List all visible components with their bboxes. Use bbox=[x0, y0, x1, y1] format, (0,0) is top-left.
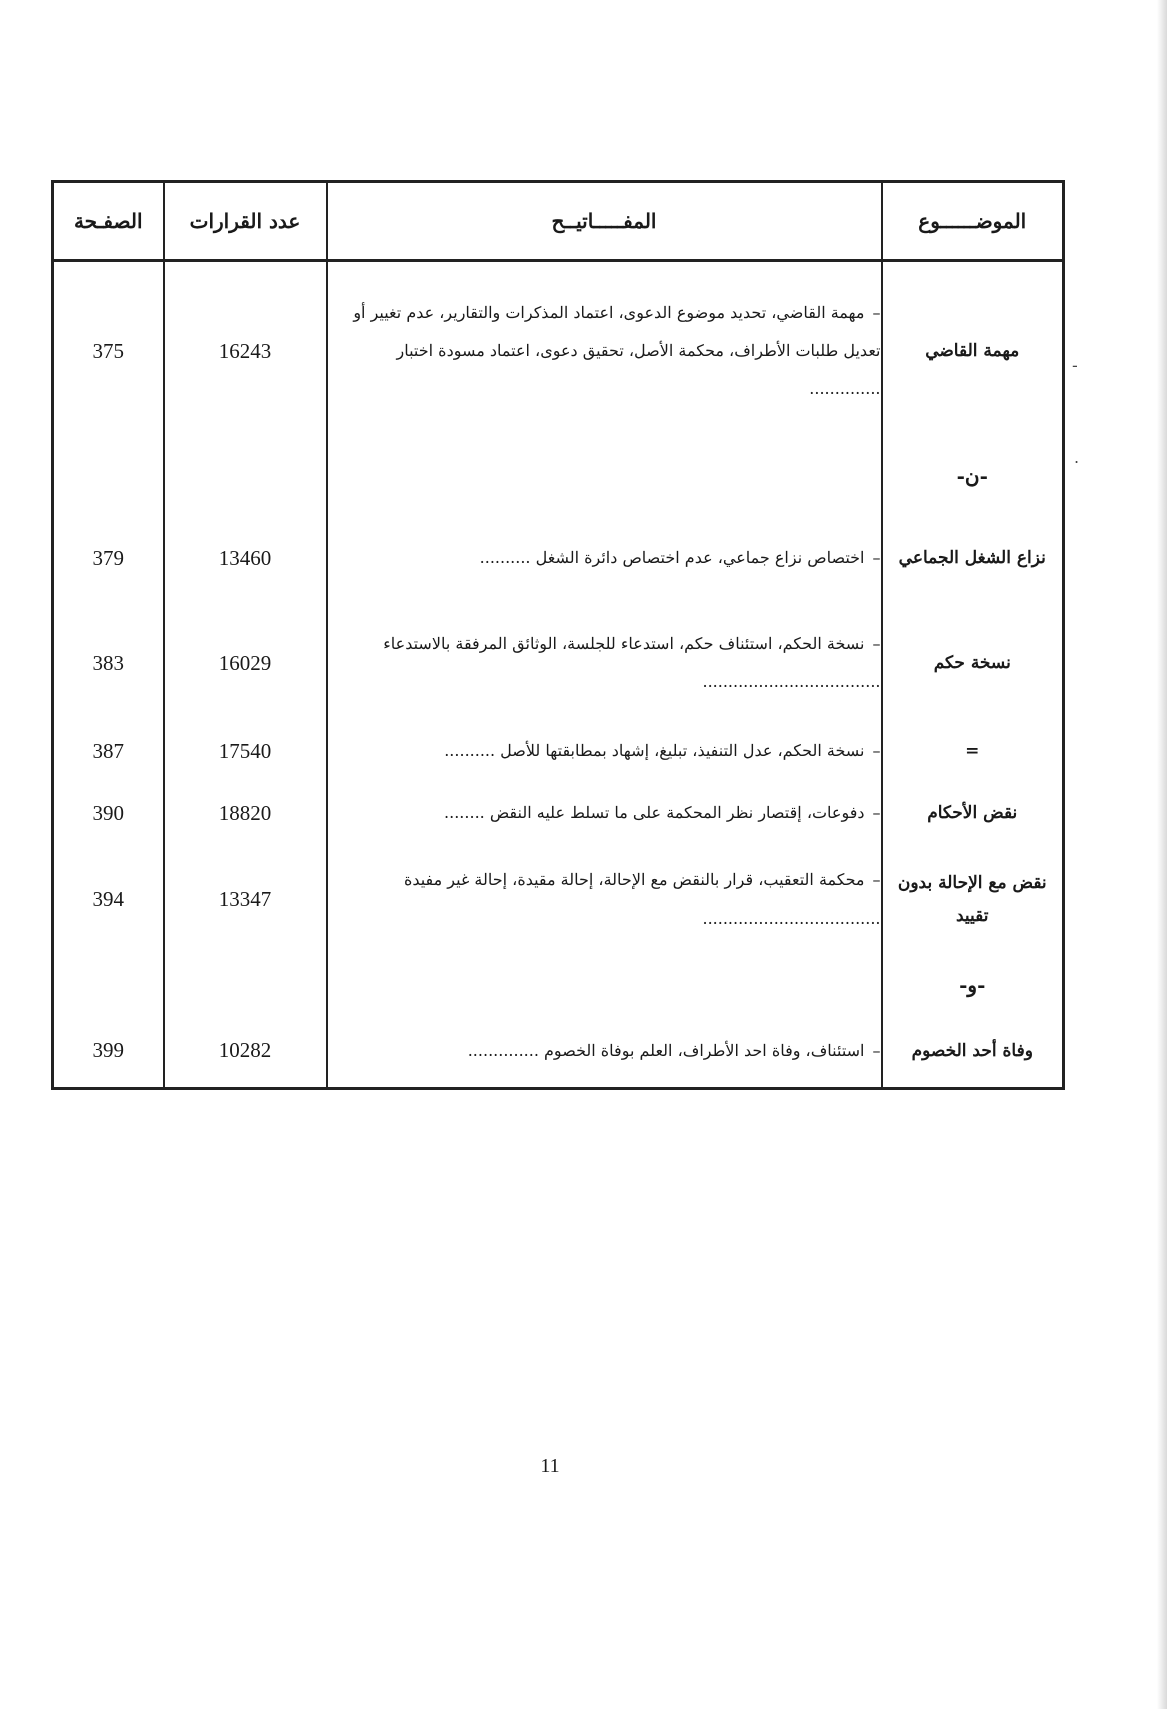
row-page: 375 bbox=[53, 261, 164, 441]
header-page: الصفـحة bbox=[53, 182, 164, 261]
header-subject: الموضــــــوع bbox=[882, 182, 1064, 261]
row-keywords: –استئناف، وفاة احد الأطراف، العلم بوفاة الخصوم .............. bbox=[327, 1015, 882, 1089]
row-page: 399 bbox=[53, 1015, 164, 1089]
section-letter-row bbox=[53, 441, 1064, 511]
index-table bbox=[51, 180, 1065, 1090]
header-keys: المفـــــاتيــح bbox=[327, 182, 882, 261]
row-subject: = bbox=[882, 721, 1064, 783]
row-subject: وفاة أحد الخصوم bbox=[882, 1015, 1064, 1089]
row-subject: مهمة القاضي bbox=[882, 261, 1064, 441]
row-keywords: –نسخة الحكم، عدل التنفيذ، تبليغ، إشهاد بمطابقتها للأصل .......... bbox=[327, 721, 882, 783]
row-subject: نزاع الشغل الجماعي bbox=[882, 511, 1064, 606]
row-page: 390 bbox=[53, 783, 164, 845]
table-row bbox=[53, 606, 1064, 721]
page-edge-shadow bbox=[1157, 0, 1167, 1709]
row-page: 394 bbox=[53, 845, 164, 955]
row-keywords: –محكمة التعقيب، قرار بالنقض مع الإحالة، إحالة مقيدة، إحالة غير مفيدة ................................... bbox=[327, 845, 882, 955]
table-row bbox=[53, 261, 1064, 441]
row-decision-count: 16243 bbox=[164, 261, 327, 441]
table-row bbox=[53, 1015, 1064, 1089]
row-subject: نقض مع الإحالة بدون تقييد bbox=[882, 845, 1064, 955]
row-page: 379 bbox=[53, 511, 164, 606]
section-letter: -ن- bbox=[882, 441, 1064, 511]
margin-mark: - bbox=[1072, 356, 1078, 375]
row-keywords: –اختصاص نزاع جماعي، عدم اختصاص دائرة الشغل .......... bbox=[327, 511, 882, 606]
margin-dot: . bbox=[1074, 448, 1080, 467]
table-row bbox=[53, 721, 1064, 783]
section-letter: -و- bbox=[882, 955, 1064, 1015]
row-keywords: –دفوعات، إقتصار نظر المحكمة على ما تسلط عليه النقض ........ bbox=[327, 783, 882, 845]
row-subject: نقض الأحكام bbox=[882, 783, 1064, 845]
page-number: 11 bbox=[540, 1455, 560, 1477]
section-letter-row bbox=[53, 955, 1064, 1015]
table-header-row bbox=[53, 182, 1064, 261]
row-subject: نسخة حكم bbox=[882, 606, 1064, 721]
row-decision-count: 10282 bbox=[164, 1015, 327, 1089]
row-decision-count: 13460 bbox=[164, 511, 327, 606]
row-decision-count: 17540 bbox=[164, 721, 327, 783]
table-row bbox=[53, 511, 1064, 606]
row-keywords: –نسخة الحكم، استئناف حكم، استدعاء للجلسة، الوثائق المرفقة بالاستدعاء ................................... bbox=[327, 606, 882, 721]
row-decision-count: 13347 bbox=[164, 845, 327, 955]
row-decision-count: 16029 bbox=[164, 606, 327, 721]
row-decision-count: 18820 bbox=[164, 783, 327, 845]
table-row bbox=[53, 783, 1064, 845]
table-row bbox=[53, 845, 1064, 955]
row-page: 383 bbox=[53, 606, 164, 721]
row-keywords: –مهمة القاضي، تحديد موضوع الدعوى، اعتماد المذكرات والتقارير، عدم تغيير أو تعديل طلبات الأطراف، محكمة الأصل، تحقيق دعوى، اعتماد مسودة اختبار .............. bbox=[327, 261, 882, 441]
row-page: 387 bbox=[53, 721, 164, 783]
header-count: عدد القرارات bbox=[164, 182, 327, 261]
